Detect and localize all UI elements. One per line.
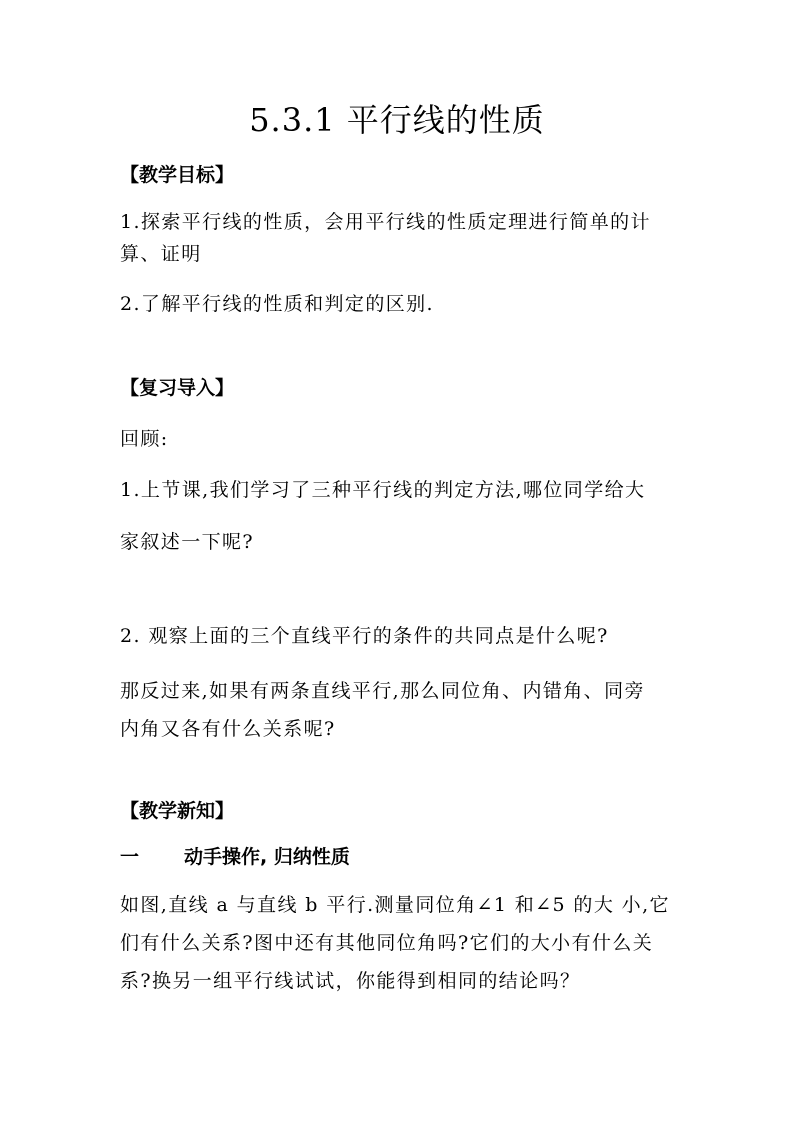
objective-item-1-line-1: 1.探索平行线的性质，会用平行线的性质定理进行简单的计 [120, 211, 651, 233]
subsection-title: 动手操作, 归纳性质 [184, 846, 350, 868]
section-heading-objectives: 【教学目标】 [120, 164, 235, 186]
section-heading-review: 【复习导入】 [120, 377, 235, 399]
objective-item-1-line-2: 算、证明 [120, 243, 202, 265]
review-recall-label: 回顾: [120, 428, 169, 450]
review-question-3-line-2: 内角又各有什么关系呢? [120, 718, 336, 740]
new-knowledge-paragraph [120, 886, 680, 1000]
objective-item-2: 2.了解平行线的性质和判定的区别. [120, 293, 434, 315]
review-question-1-line-1: 1.上节课,我们学习了三种平行线的判定方法,哪位同学给大 [120, 479, 646, 501]
review-question-3-line-1: 那反过来,如果有两条直线平行,那么同位角、内错角、同旁 [120, 680, 645, 702]
new-knowledge-paragraph-line-1: 如图,直线 a 与直线 b 平行.测量同位角∠1 和∠5 的大 小,它 [120, 894, 670, 916]
review-question-3 [120, 672, 680, 748]
page-title: 5.3.1 平行线的性质 [249, 101, 545, 139]
new-knowledge-paragraph-line-2: 们有什么关系?图中还有其他同位角吗?它们的大小有什么关 [120, 932, 654, 954]
subsection-number: 一 [120, 846, 140, 868]
subsection-heading [120, 843, 350, 871]
review-question-1 [120, 464, 680, 568]
new-knowledge-paragraph-line-3: 系?换另一组平行线试试，你能得到相同的结论吗？ [120, 970, 581, 992]
review-question-2: 2. 观察上面的三个直线平行的条件的共同点是什么呢? [120, 625, 609, 647]
objective-item-1 [120, 203, 680, 273]
review-question-1-line-2: 家叙述一下呢? [120, 531, 254, 553]
section-heading-new-knowledge: 【教学新知】 [120, 800, 235, 822]
